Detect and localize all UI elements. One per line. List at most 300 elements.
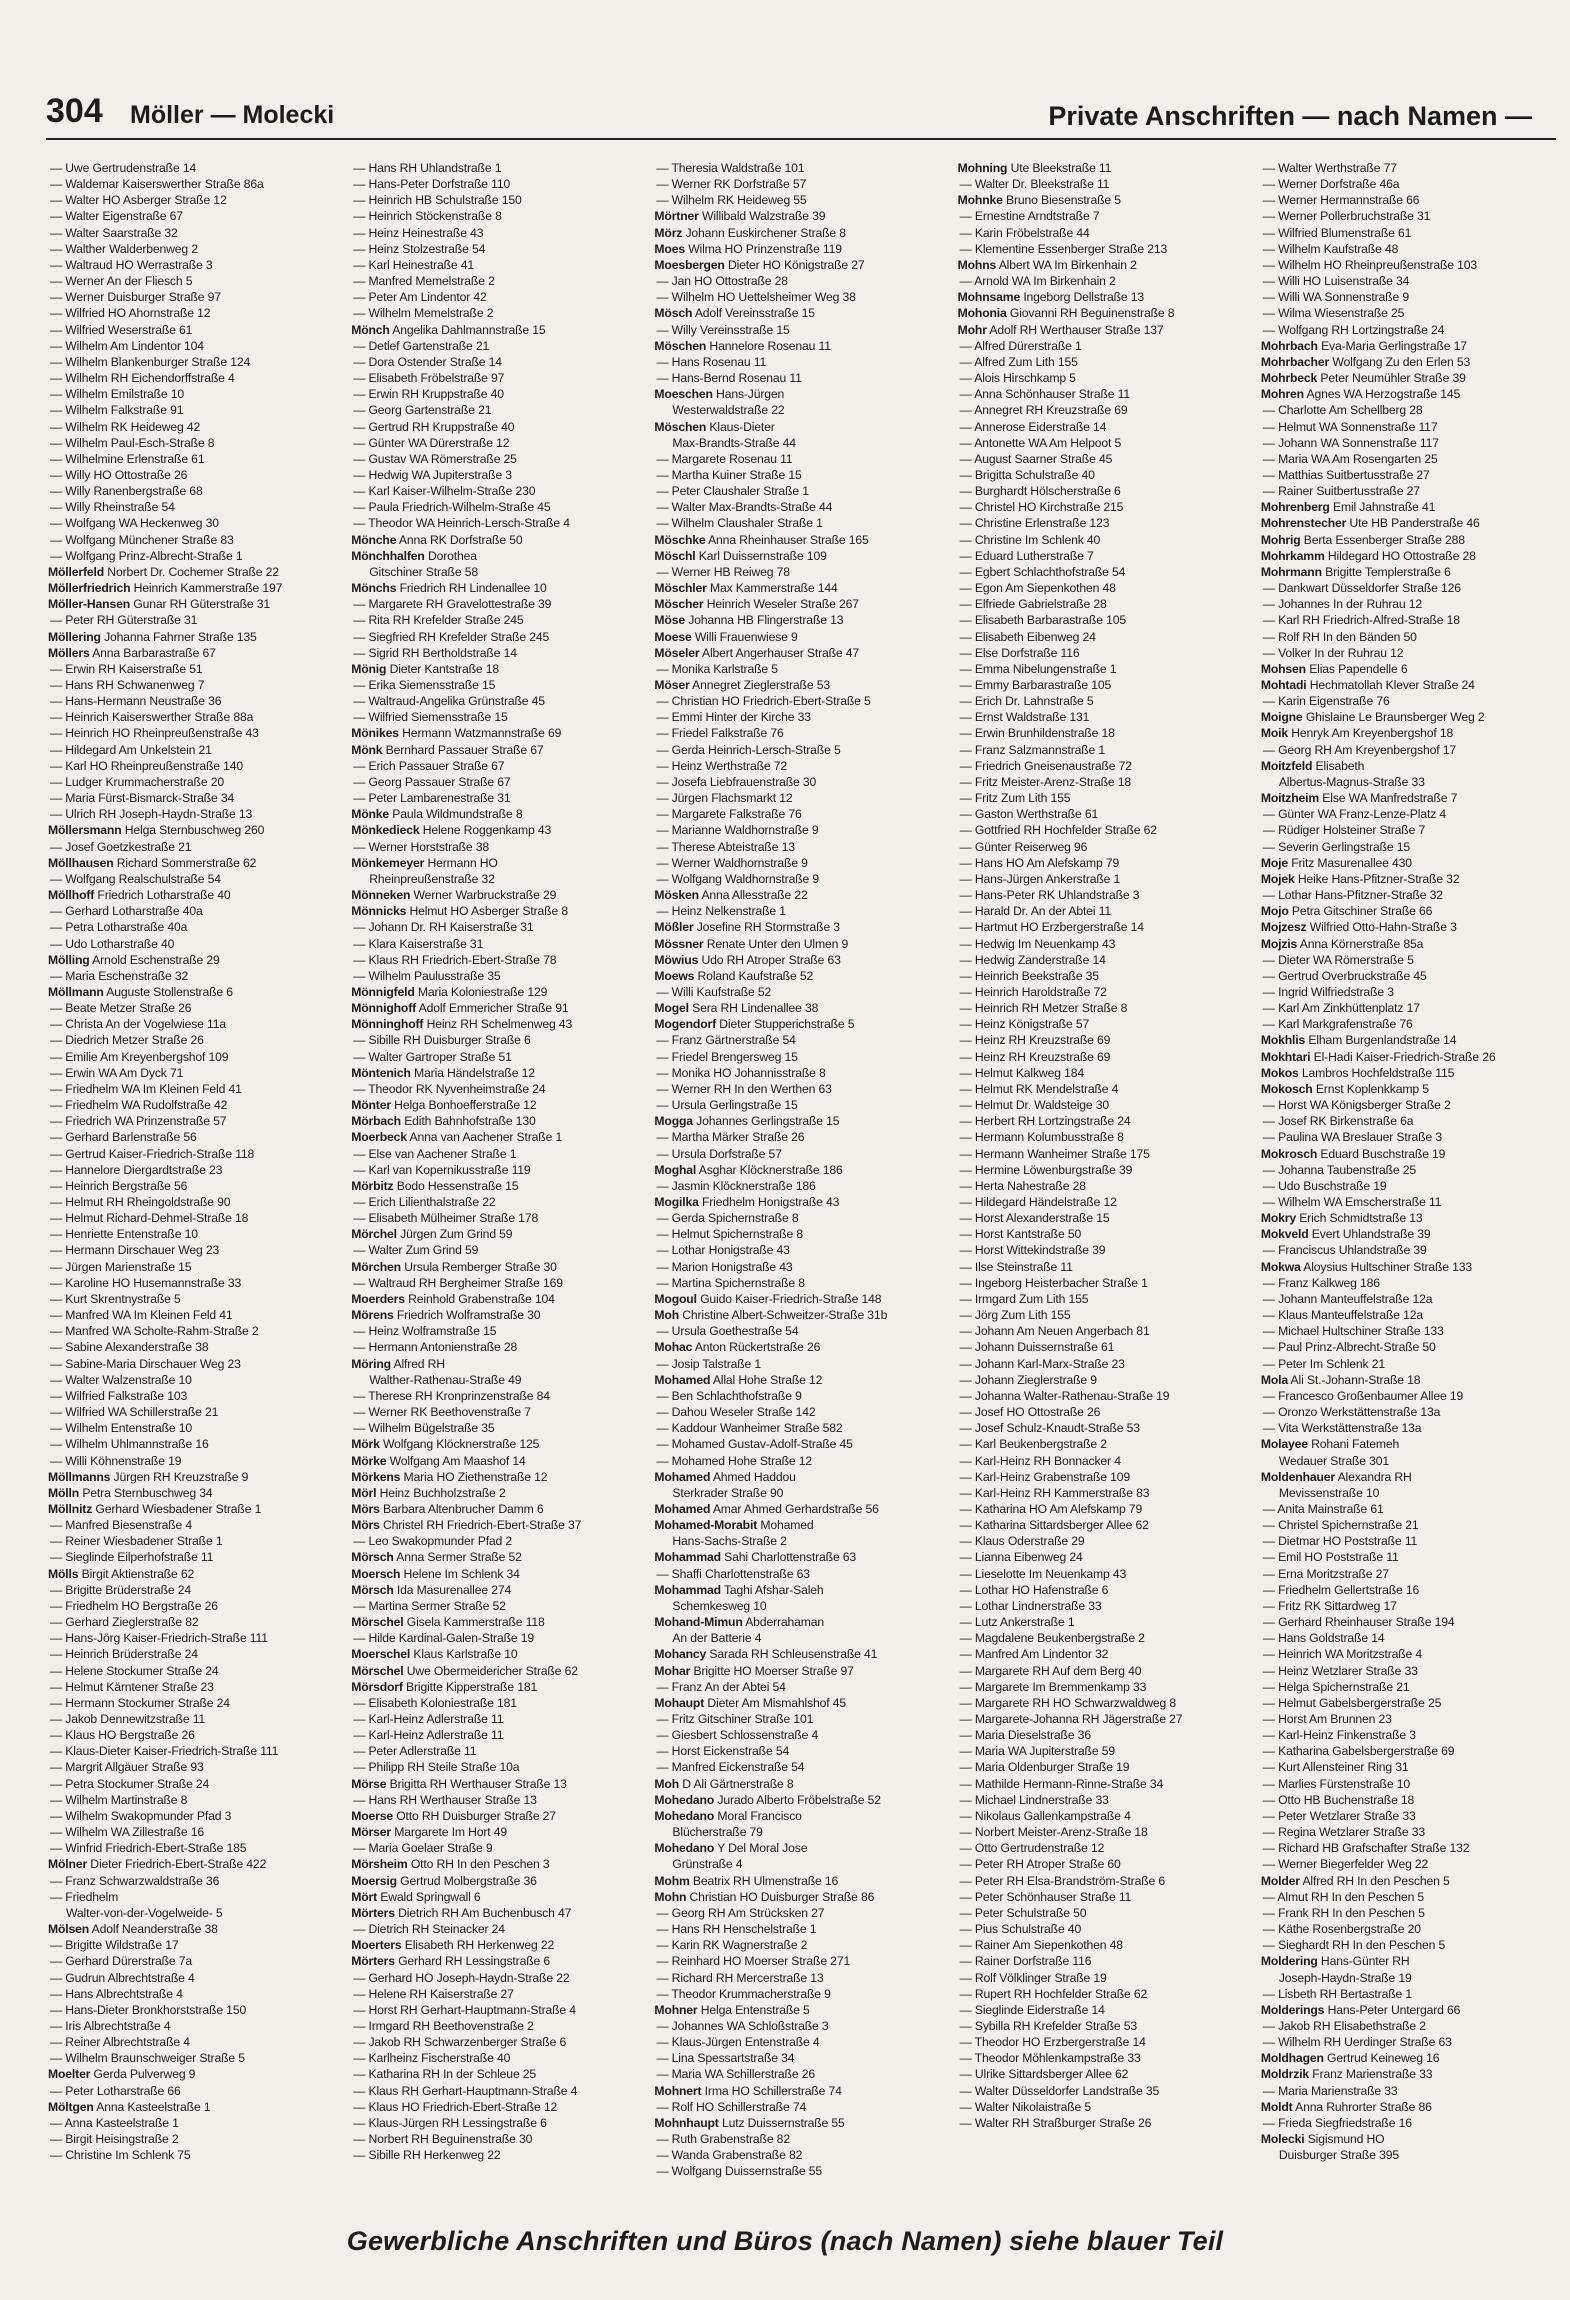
- listing-entry: Moes Wilma HO Prinzenstraße 119: [654, 241, 842, 256]
- listing-entry: Joseph-Haydn-Straße 19: [1278, 1970, 1412, 1985]
- listing-entry: Mohrbach Eva-Maria Gerlingstraße 17: [1260, 338, 1467, 353]
- listing-entry: — Klaus-Jürgen Entenstraße 4: [656, 2035, 820, 2050]
- listing-entry: — Waltraud HO Werrastraße 3: [50, 257, 213, 272]
- listing-entry: — Gustav WA Römerstraße 25: [353, 451, 517, 466]
- listing-entry: Moh D Ali Gärtnerstraße 8: [654, 1776, 794, 1791]
- listing-entry: — Lisbeth RH Bertastraße 1: [1262, 1986, 1412, 2001]
- listing-entry: — Lothar Hans-Pfitzner-Straße 32: [1262, 888, 1443, 903]
- listing-entry: Mörbach Edith Bahnhofstraße 130: [351, 1114, 536, 1129]
- listing-entry: — Walter Walzenstraße 10: [50, 1372, 192, 1387]
- listing-entry: — Gerda Spichernstraße 8: [656, 1211, 799, 1226]
- listing-entry: — Peter RH Güterstraße 31: [50, 613, 198, 628]
- listing-entry: — Udo Buschstraße 19: [1262, 1178, 1387, 1193]
- listing-entry: — Rupert RH Hochfelder Straße 62: [959, 1986, 1148, 2001]
- listing-entry: — Friedhelm: [50, 1889, 119, 1904]
- listing-entry: — Willi Kaufstraße 52: [656, 984, 772, 999]
- listing-entry: Mola Ali St.-Johann-Straße 18: [1260, 1372, 1421, 1387]
- listing-entry: Mörbitz Bodo Hessenstraße 15: [351, 1178, 519, 1193]
- listing-entry: — Sieglinde Eiderstraße 14: [959, 2002, 1105, 2017]
- listing-entry: — Günter WA Dürerstraße 12: [353, 435, 510, 450]
- listing-entry: — Johannes In der Ruhrau 12: [1262, 597, 1423, 612]
- listing-entry: — Dietmar HO Poststraße 11: [1262, 1534, 1418, 1549]
- listing-entry: Moldenhauer Alexandra RH: [1260, 1469, 1412, 1484]
- listing-entry: — Friedhelm WA Im Kleinen Feld 41: [50, 1081, 242, 1096]
- listing-entry: — Katharina RH In der Schleue 25: [353, 2067, 537, 2082]
- listing-entry: Möschen Hannelore Rosenau 11: [654, 338, 831, 353]
- listing-entry: — Theodor RK Nyvenheimstraße 24: [353, 1081, 546, 1096]
- listing-entry: — Karl-Heinz Grabenstraße 109: [959, 1469, 1131, 1484]
- listing-entry: — Karl Markgrafenstraße 76: [1262, 1017, 1413, 1032]
- listing-entry: — Severin Gerlingstraße 15: [1262, 839, 1410, 854]
- listing-entry: — Sieghardt RH In den Peschen 5: [1262, 1938, 1446, 1953]
- listing-entry: — Willi Köhnenstraße 19: [50, 1453, 182, 1468]
- listing-entry: — Gerhard Zieglerstraße 82: [50, 1615, 199, 1630]
- listing-entry: Mokry Erich Schmidtstraße 13: [1260, 1211, 1423, 1226]
- listing-entry: — Erich Dr. Lahnstraße 5: [959, 694, 1094, 709]
- listing-entry: — Walter Eigenstraße 67: [50, 209, 183, 224]
- listing-entry: — Ernst Waldstraße 131: [959, 710, 1090, 725]
- listing-entry: — Ursula Dorfstraße 57: [656, 1146, 782, 1161]
- listing-entry: Moldt Anna Ruhrorter Straße 86: [1260, 2099, 1432, 2114]
- listing-entry: — Käthe Rosenbergstraße 20: [1262, 1922, 1421, 1937]
- listing-entry: — Paula Friedrich-Wilhelm-Straße 45: [353, 500, 551, 515]
- listing-entry: — Hans RH Uhlandstraße 1: [353, 161, 502, 175]
- listing-entry: — Antonette WA Am Helpoot 5: [959, 435, 1122, 450]
- listing-entry: — Wilhelm Paulusstraße 35: [353, 968, 501, 983]
- listing-entry: Mohedano Moral Francisco: [654, 1808, 802, 1823]
- listing-entry: Mönch Angelika Dahlmannstraße 15: [351, 322, 546, 337]
- listing-entry: Möntenich Maria Händelstraße 12: [351, 1065, 535, 1080]
- listing-entry: — Manfred WA Scholte-Rahm-Straße 2: [50, 1324, 259, 1339]
- listing-entry: — Peter Claushaler Straße 1: [656, 484, 809, 499]
- listing-entry: — Helmut RH Rheingoldstraße 90: [50, 1195, 231, 1209]
- listing-entry: Mohancy Sarada RH Schleusenstraße 41: [654, 1647, 878, 1662]
- listing-entry: Mönter Helga Bonhoefferstraße 12: [351, 1098, 537, 1113]
- listing-entry: — Sigrid RH Bertholdstraße 14: [353, 645, 517, 660]
- listing-entry: — Wilhelm Paul-Esch-Straße 8: [50, 435, 215, 450]
- listing-entry: — Frieda Siegfriedstraße 16: [1262, 2115, 1412, 2130]
- listing-entry: Mölln Petra Sternbuschweg 34: [48, 1485, 213, 1500]
- listing-entry: — Heinrich Stöckenstraße 8: [353, 209, 502, 224]
- listing-entry: — Wilhelm Kaufstraße 48: [1262, 241, 1399, 256]
- listing-entry: — Peter Am Lindentor 42: [353, 290, 487, 305]
- listing-entry: — Wilhelm WA Emscherstraße 11: [1262, 1195, 1442, 1209]
- listing-entry: — Hermann Dirschauer Weg 23: [50, 1243, 220, 1258]
- listing-entry: — Karin Fröbelstraße 44: [959, 225, 1090, 240]
- listing-entry: — Gerhard Rheinhauser Straße 194: [1262, 1615, 1455, 1630]
- listing-entry: — Peter Schönhauser Straße 11: [959, 1889, 1132, 1904]
- listing-entry: — Horst Alexanderstraße 15: [959, 1211, 1110, 1226]
- listing-entry: — Wilhelm RK Heideweg 55: [656, 193, 807, 208]
- listing-entry: — Heinrich HB Schulstraße 150: [353, 193, 522, 208]
- listing-entry: — Johann Karl-Marx-Straße 23: [959, 1356, 1125, 1371]
- listing-entry: — Nikolaus Gallenkampstraße 4: [959, 1808, 1131, 1823]
- listing-entry: — Wilhelm Entenstraße 10: [50, 1421, 193, 1436]
- listing-entry: — Elisabeth Koloniestraße 181: [353, 1695, 517, 1710]
- listing-entry: Mörse Brigitta RH Werthauser Straße 13: [351, 1776, 567, 1791]
- listing-entry: — Gertrud RH Kruppstraße 40: [353, 419, 515, 434]
- listing-entry: — Heinrich WA Moritzstraße 4: [1262, 1647, 1423, 1662]
- listing-entry: — Richard HB Grafschafter Straße 132: [1262, 1841, 1470, 1856]
- listing-entry: — Maria Eschenstraße 32: [50, 968, 189, 983]
- listing-entry: — Klaus RH Gerhart-Hauptmann-Straße 4: [353, 2083, 578, 2098]
- listing-entry: Möschen Klaus-Dieter: [654, 419, 775, 434]
- listing-entry: Mohrbacher Wolfgang Zu den Erlen 53: [1260, 354, 1471, 369]
- listing-entry: Moelter Gerda Pulverweg 9: [48, 2067, 196, 2082]
- listing-entry: — Francesco Großenbaumer Allee 19: [1262, 1388, 1464, 1403]
- listing-entry: — Maria WA Jupiterstraße 59: [959, 1744, 1115, 1759]
- listing-entry: — Gerhard Lotharstraße 40a: [50, 904, 203, 919]
- listing-entry: — Friedel Falkstraße 76: [656, 726, 784, 741]
- footer-note: Gewerbliche Anschriften und Büros (nach Namen) siehe blauer Teil: [346, 2226, 1224, 2256]
- listing-entry: — Erwin WA Am Dyck 71: [50, 1065, 184, 1080]
- listing-entry: — Hermine Löwenburgstraße 39: [959, 1162, 1133, 1177]
- listing-entry: — Manfred WA Im Kleinen Feld 41: [50, 1308, 233, 1323]
- listing-entry: Mörters Gerhard RH Lessingstraße 6: [351, 1954, 550, 1969]
- listing-entry: — Martha Kuiner Straße 15: [656, 467, 802, 482]
- listing-entry: Mönkemeyer Hermann HO: [351, 855, 498, 870]
- listing-entry: — Horst Wittekindstraße 39: [959, 1243, 1106, 1258]
- listing-entry: — Heinrich Kaiserswerther Straße 88a: [50, 710, 254, 725]
- listing-entry: — Egbert Schlachthofstraße 54: [959, 564, 1126, 579]
- listing-entry: — Jürgen Marienstraße 15: [50, 1259, 192, 1274]
- listing-entry: — Josip Talstraße 1: [656, 1356, 762, 1371]
- listing-entry: Mörschel Uwe Obermeidericher Straße 62: [351, 1663, 578, 1678]
- listing-entry: — Karl Heinestraße 41: [353, 257, 475, 272]
- listing-entry: — Ingrid Wilfriedstraße 3: [1262, 984, 1394, 999]
- listing-entry: — Peter RH Elsa-Brandström-Straße 6: [959, 1873, 1165, 1888]
- listing-entry: — Gottfried RH Hochfelder Straße 62: [959, 823, 1157, 838]
- listing-entry: Walter-von-der-Vogelweide- 5: [66, 1905, 223, 1920]
- listing-entry: Mohammad Sahi Charlottenstraße 63: [654, 1550, 857, 1565]
- listing-entry: Mokhlis Elham Burgenlandstraße 14: [1260, 1033, 1457, 1048]
- listing-entry: Moje Fritz Masurenallee 430: [1260, 855, 1412, 870]
- listing-entry: — Ilse Steinstraße 11: [959, 1259, 1073, 1274]
- listing-entry: — Werner HB Reiweg 78: [656, 564, 790, 579]
- listing-entry: — Herbert RH Lortzingstraße 24: [959, 1114, 1131, 1129]
- listing-entry: Mogoul Guido Kaiser-Friedrich-Straße 148: [654, 1291, 882, 1306]
- listing-entry: — Leo Swakopmunder Pfad 2: [353, 1534, 513, 1549]
- listing-entry: Moerders Reinhold Grabenstraße 104: [351, 1291, 555, 1306]
- listing-entry: — Jakob Dennewitzstraße 11: [50, 1712, 206, 1726]
- listing-entry: — Helmut Kalkweg 184: [959, 1065, 1084, 1080]
- listing-entry: — Walter Nikolaistraße 5: [959, 2099, 1092, 2114]
- listing-entry: — Hans RH Werthauser Straße 13: [353, 1792, 537, 1807]
- listing-entry: — Jörg Zum Lith 155: [959, 1308, 1071, 1323]
- listing-entry: — Michael Hultschiner Straße 133: [1262, 1324, 1444, 1339]
- listing-entry: — Margarete RH HO Schwarzwaldweg 8: [959, 1695, 1176, 1710]
- listing-entry: — Vita Werkstättenstraße 13a: [1262, 1421, 1422, 1436]
- listing-entry: — Helmut Richard-Dehmel-Straße 18: [50, 1211, 249, 1226]
- listing-entry: — Werner Hermannstraße 66: [1262, 193, 1420, 208]
- listing-entry: — Klaus Manteuffelstraße 12a: [1262, 1308, 1424, 1323]
- listing-entry: — Wilhelm WA Zillestraße 16: [50, 1825, 204, 1840]
- listing-entry: — Erika Siemensstraße 15: [353, 678, 496, 692]
- listing-entry: Möschler Max Kammerstraße 144: [654, 581, 838, 596]
- listing-entry: Max-Brandts-Straße 44: [672, 435, 796, 450]
- listing-entry: — Jasmin Klöcknerstraße 186: [656, 1178, 816, 1193]
- listing-entry: Mojzis Anna Körnerstraße 85a: [1260, 936, 1424, 951]
- listing-entry: — Marion Honigstraße 43: [656, 1259, 793, 1274]
- listing-entry: Westerwaldstraße 22: [672, 403, 785, 418]
- listing-entry: Mönke Paula Wildmundstraße 8: [351, 807, 523, 822]
- listing-entry: — Volker In der Ruhrau 12: [1262, 645, 1404, 660]
- listing-entry: — Wolfgang RH Lortzingstraße 24: [1262, 322, 1445, 337]
- listing-entry: Mörchen Ursula Remberger Straße 30: [351, 1259, 557, 1274]
- listing-entry: Mohren Agnes WA Herzogstraße 145: [1260, 387, 1461, 402]
- listing-entry: — Horst WA Königsberger Straße 2: [1262, 1098, 1451, 1113]
- listing-entry: — Anita Mainstraße 61: [1262, 1501, 1384, 1516]
- listing-entry: — Georg Gartenstraße 21: [353, 403, 492, 418]
- listing-entry: — Franz Kalkweg 186: [1262, 1275, 1380, 1290]
- listing-entry: Mohr Adolf RH Werthauser Straße 137: [957, 322, 1164, 337]
- listing-entry: — Karoline HO Husemannstraße 33: [50, 1275, 242, 1290]
- listing-entry: — Dankwart Düsseldorfer Straße 126: [1262, 581, 1461, 596]
- listing-entry: Möser Annegret Zieglerstraße 53: [654, 678, 830, 692]
- listing-entry: Mohaupt Dieter Am Mismahlshof 45: [654, 1695, 846, 1710]
- listing-entry: Moerse Otto RH Duisburger Straße 27: [351, 1808, 556, 1823]
- listing-entry: — Sieglinde Eilperhofstraße 11: [50, 1550, 214, 1565]
- listing-entry: — Rainer Dorfstraße 116: [959, 1954, 1092, 1969]
- listing-entry: Mokos Lambros Hochfeldstraße 115: [1260, 1065, 1455, 1080]
- listing-entry: — Irmgard RH Beethovenstraße 2: [353, 2018, 534, 2033]
- listing-entry: Mohnert Irma HO Schillerstraße 74: [654, 2083, 842, 2098]
- listing-entry: Molecki Sigismund HO: [1260, 2132, 1385, 2147]
- listing-entry: — Fritz Meister-Arenz-Straße 18: [959, 774, 1132, 789]
- listing-entry: — Reiner Albrechtstraße 4: [50, 2035, 190, 2050]
- listing-entry: Molayee Rohani Fatemeh: [1260, 1437, 1400, 1452]
- listing-entry: — Peter Adlerstraße 11: [353, 1744, 477, 1759]
- column-5: [1261, 160, 1554, 2210]
- listing-entry: Mohammad Taghi Afshar-Saleh: [654, 1582, 824, 1597]
- listing-entry: — Frank RH In den Peschen 5: [1262, 1905, 1425, 1920]
- listing-entry: — Herta Nahestraße 28: [959, 1178, 1086, 1193]
- listing-entry: — Heinrich Bergstraße 56: [50, 1178, 188, 1193]
- listing-entry: Mönchs Friedrich RH Lindenallee 10: [351, 581, 547, 596]
- listing-entry: — Hans RH Schwanenweg 7: [50, 678, 205, 692]
- listing-entry: Mörsheim Otto RH In den Peschen 3: [351, 1857, 550, 1872]
- listing-entry: Mohn Christian HO Duisburger Straße 86: [654, 1889, 875, 1904]
- listing-entry: Mohamed Ahmed Haddou: [654, 1469, 796, 1484]
- listing-entry: — Rainer Am Siepenkothen 48: [959, 1938, 1123, 1953]
- listing-entry: — Ernestine Arndtstraße 7: [959, 209, 1100, 224]
- listing-entry: — Horst Am Brunnen 23: [1262, 1712, 1392, 1726]
- listing-entry: Rheinpreußenstraße 32: [369, 871, 495, 886]
- page-header: [46, 92, 1556, 140]
- listing-entry: — Maria Dieselstraße 36: [959, 1728, 1091, 1743]
- listing-entry: Mörs Barbara Altenbrucher Damm 6: [351, 1501, 544, 1516]
- listing-entry: — Erna Moritzstraße 27: [1262, 1566, 1389, 1581]
- listing-entry: Mößler Josefine RH Stormstraße 3: [654, 920, 840, 935]
- listing-entry: — Hermann Antonienstraße 28: [353, 1340, 518, 1355]
- listing-entry: — Lina Spessartstraße 34: [656, 2051, 795, 2066]
- listing-entry: — Willy Ranenbergstraße 68: [50, 484, 203, 499]
- listing-entry: — Friedhelm Gellertstraße 16: [1262, 1582, 1420, 1597]
- listing-entry: — Josef RK Birkenstraße 6a: [1262, 1114, 1414, 1129]
- listing-entry: — Wilhelm Claushaler Straße 1: [656, 516, 823, 531]
- listing-entry: Albertus-Magnus-Straße 33: [1278, 774, 1425, 789]
- listing-entry: Mohar Brigitte HO Moerser Straße 97: [654, 1663, 854, 1678]
- listing-entry: — Friedrich Gneisenaustraße 72: [959, 758, 1132, 773]
- name-range: Möller — Molecki: [130, 101, 335, 129]
- listing-entry: — Else Dorfstraße 116: [959, 645, 1080, 660]
- listing-entry: — Erich Lilienthalstraße 22: [353, 1195, 496, 1209]
- listing-entry: — Peter Lambarenestraße 31: [353, 791, 511, 806]
- listing-entry: — Kurt Allensteiner Ring 31: [1262, 1760, 1409, 1775]
- listing-entry: — Ben Schlachthofstraße 9: [656, 1388, 802, 1403]
- listing-entry: — Otto Gertrudenstraße 12: [959, 1841, 1105, 1856]
- listing-entry: — Ulrike Sittardsberger Allee 62: [959, 2067, 1129, 2082]
- listing-entry: — Monika HO Johannisstraße 8: [656, 1065, 826, 1080]
- listing-entry: — Peter Schulstraße 50: [959, 1905, 1087, 1920]
- listing-entry: — Hildegard Händelstraße 12: [959, 1195, 1117, 1209]
- listing-entry: — Johanna Walter-Rathenau-Straße 19: [959, 1388, 1170, 1403]
- listing-entry: Mössner Renate Unter den Ulmen 9: [654, 936, 849, 951]
- listing-entry: — Wilfried Falkstraße 103: [50, 1388, 188, 1403]
- listing-entry: — Martina Spichernstraße 8: [656, 1275, 805, 1290]
- listing-entry: Mörters Dietrich RH Am Buchenbusch 47: [351, 1905, 572, 1920]
- listing-entry: Mojo Petra Gitschiner Straße 66: [1260, 904, 1433, 919]
- listing-entry: Mölls Birgit Aktienstraße 62: [48, 1566, 195, 1581]
- listing-entry: — Maria WA Schillerstraße 26: [656, 2067, 815, 2082]
- listing-entry: — Marianne Waldhornstraße 9: [656, 823, 819, 838]
- listing-entry: — Udo Lotharstraße 40: [50, 936, 175, 951]
- listing-entry: — Burghardt Hölscherstraße 6: [959, 484, 1121, 499]
- listing-entry: — Ursula Goethestraße 54: [656, 1324, 799, 1339]
- listing-entry: — Fritz Gitschiner Straße 101: [656, 1712, 814, 1726]
- listing-entry: Mohrenstecher Ute HB Panderstraße 46: [1260, 516, 1480, 531]
- listing-entry: — Heinrich RH Metzer Straße 8: [959, 1001, 1128, 1016]
- listing-entry: — Christian HO Friedrich-Ebert-Straße 5: [656, 694, 871, 709]
- listing-entry: — Klaus Oderstraße 29: [959, 1534, 1085, 1549]
- listing-entry: — Helmut WA Sonnenstraße 117: [1262, 419, 1438, 434]
- listing-entry: — Klaus RH Friedrich-Ebert-Straße 78: [353, 952, 557, 967]
- listing-entry: — Norbert RH Beguinenstraße 30: [353, 2132, 533, 2147]
- listing-entry: Mönchhalfen Dorothea: [351, 548, 477, 563]
- listing-entry: — Hermann Kolumbusstraße 8: [959, 1130, 1124, 1145]
- listing-entry: — Helene RH Kaiserstraße 27: [353, 1986, 514, 2001]
- listing-entry: — Hans RH Henschelstraße 1: [656, 1922, 817, 1937]
- listing-entry: — Peter Wetzlarer Straße 33: [1262, 1808, 1416, 1823]
- listing-entry: Mohedano Y Del Moral Jose: [654, 1841, 808, 1856]
- listing-entry: Molder Alfred RH In den Peschen 5: [1260, 1873, 1450, 1888]
- listing-entry: — Werner An der Fliesch 5: [50, 274, 193, 289]
- listing-entry: — Wolfgang Realschulstraße 54: [50, 871, 221, 886]
- listing-entry: — Karl-Heinz Adlerstraße 11: [353, 1728, 504, 1743]
- listing-entry: — Werner RK Beethovenstraße 7: [353, 1405, 531, 1420]
- listing-entry: Mohnsame Ingeborg Dellstraße 13: [957, 290, 1144, 305]
- listing-entry: Mohtadi Hechmatollah Klever Straße 24: [1260, 678, 1475, 692]
- listing-entry: Mogga Johannes Gerlingstraße 15: [654, 1114, 840, 1129]
- listing-entry: Mevissenstraße 10: [1278, 1485, 1380, 1500]
- listing-entry: Mogilka Friedhelm Honigstraße 43: [654, 1195, 840, 1209]
- listing-entry: — Oronzo Werkstättenstraße 13a: [1262, 1405, 1441, 1420]
- listing-entry: — Sabine-Maria Dirschauer Weg 23: [50, 1356, 241, 1371]
- listing-entry: — Hedwig WA Jupiterstraße 3: [353, 467, 512, 482]
- listing-entry: Möllerfeld Norbert Dr. Cochemer Straße 22: [48, 564, 279, 579]
- column-1: [48, 160, 341, 2210]
- listing-entry: — Hans Goldstraße 14: [1262, 1631, 1385, 1646]
- listing-entry: — Wilhelm Martinstraße 8: [50, 1792, 188, 1807]
- listing-entry: — Wilfried Weserstraße 61: [50, 322, 193, 337]
- listing-entry: — Emma Nibelungenstraße 1: [959, 661, 1117, 676]
- listing-entry: — Wilhelm Blankenburger Straße 124: [50, 354, 251, 369]
- listing-entry: Mönneken Werner Warbruckstraße 29: [351, 888, 557, 903]
- listing-entry: — Alfred Zum Lith 155: [959, 354, 1078, 369]
- listing-entry: — Horst RH Gerhart-Hauptmann-Straße 4: [353, 2002, 576, 2017]
- listing-entry: — Helga Spichernstraße 21: [1262, 1679, 1410, 1694]
- listing-entry: — Erwin RH Kruppstraße 40: [353, 387, 504, 402]
- listing-entry: — Christa An der Vogelwiese 11a: [50, 1017, 227, 1032]
- listing-entry: — Paulina WA Breslauer Straße 3: [1262, 1130, 1442, 1145]
- listing-entry: — Klara Kaiserstraße 31: [353, 936, 484, 951]
- listing-entry: — Brigitta Schulstraße 40: [959, 467, 1095, 482]
- listing-entry: Mörsdorf Brigitte Kipperstraße 181: [351, 1679, 538, 1694]
- listing-entry: — Michael Lindnerstraße 33: [959, 1792, 1109, 1807]
- listing-entry: — Winfrid Friedrich-Ebert-Straße 185: [50, 1841, 247, 1856]
- listing-entry: — Erich Passauer Straße 67: [353, 758, 505, 773]
- listing-entry: — Emil HO Poststraße 11: [1262, 1550, 1399, 1565]
- listing-entry: Mohedano Jurado Alberto Fröbelstraße 52: [654, 1792, 881, 1807]
- listing-entry: Möllmann Auguste Stollenstraße 6: [48, 984, 233, 999]
- listing-entry: — Karl Kaiser-Wilhelm-Straße 230: [353, 484, 536, 499]
- listing-entry: Mohamed Allal Hohe Straße 12: [654, 1372, 823, 1387]
- listing-entry: Moesbergen Dieter HO Königstraße 27: [654, 257, 865, 272]
- listing-entry: — Gertrud Overbruckstraße 45: [1262, 968, 1427, 983]
- listing-entry: — Therese Abteistraße 13: [656, 839, 795, 854]
- listing-entry: — Horst Kantstraße 50: [959, 1227, 1082, 1242]
- listing-entry: — Werner Dorfstraße 46a: [1262, 177, 1400, 192]
- listing-entry: — Margarete Rosenau 11: [656, 451, 793, 466]
- listing-entry: — Annerose Eiderstraße 14: [959, 419, 1107, 434]
- listing-entry: — Heinrich Haroldstraße 72: [959, 984, 1107, 999]
- listing-entry: — Iris Albrechtstraße 4: [50, 2018, 171, 2033]
- listing-entry: — Detlef Gartenstraße 21: [353, 338, 490, 353]
- listing-entry: Mölner Dieter Friedrich-Ebert-Straße 422: [48, 1857, 267, 1872]
- listing-entry: — Wilfried WA Schillerstraße 21: [50, 1405, 219, 1420]
- listing-entry: — Maria Oldenburger Straße 19: [959, 1760, 1130, 1775]
- listing-entry: — Hans-Bernd Rosenau 11: [656, 371, 802, 386]
- listing-entry: — Theodor Krummacherstraße 9: [656, 1986, 831, 2001]
- listing-entry: — Hannelore Diergardtstraße 23: [50, 1162, 223, 1177]
- listing-entry: Mönninghoff Heinz RH Schelmenweg 43: [351, 1017, 573, 1032]
- listing-entry: Blücherstraße 79: [672, 1825, 763, 1840]
- listing-entry: — Wolfgang Prinz-Albrecht-Straße 1: [50, 548, 243, 563]
- listing-entry: — Hans HO Am Alefskamp 79: [959, 855, 1120, 870]
- listing-entry: — Eduard Lutherstraße 7: [959, 548, 1094, 563]
- listing-entry: — Willy Rheinstraße 54: [50, 500, 175, 515]
- listing-entry: Mört Ewald Springwall 6: [351, 1889, 481, 1904]
- listing-entry: Mörschel Gisela Kammerstraße 118: [351, 1615, 545, 1630]
- listing-entry: — Gudrun Albrechtstraße 4: [50, 1970, 195, 1985]
- listing-entry: Möseler Albert Angerhauser Straße 47: [654, 645, 860, 660]
- listing-entry: — Manfred Memelstraße 2: [353, 274, 495, 289]
- listing-entry: Mohnke Bruno Biesenstraße 5: [957, 193, 1121, 208]
- listing-entry: — Maria WA Am Rosengarten 25: [1262, 451, 1438, 466]
- listing-entry: Möwius Udo RH Atroper Straße 63: [654, 952, 841, 967]
- listing-entry: — Emilie Am Kreyenbergshof 109: [50, 1049, 229, 1064]
- listing-columns: [48, 160, 1554, 2210]
- listing-entry: Möllers Anna Barbarastraße 67: [48, 645, 216, 660]
- listing-entry: — Theodor WA Heinrich-Lersch-Straße 4: [353, 516, 570, 531]
- listing-entry: Mörtner Willibald Walzstraße 39: [654, 209, 826, 224]
- listing-entry: Mohsen Elias Papendelle 6: [1260, 661, 1408, 676]
- listing-entry: — Lutz Ankerstraße 1: [959, 1615, 1075, 1630]
- listing-entry: Mohand-Mimun Abderrahaman: [654, 1615, 825, 1630]
- listing-entry: — Egon Am Siepenkothen 48: [959, 581, 1116, 596]
- listing-entry: — Friedel Brengersweg 15: [656, 1049, 798, 1064]
- listing-entry: — Heinz Wetzlarer Straße 33: [1262, 1663, 1418, 1678]
